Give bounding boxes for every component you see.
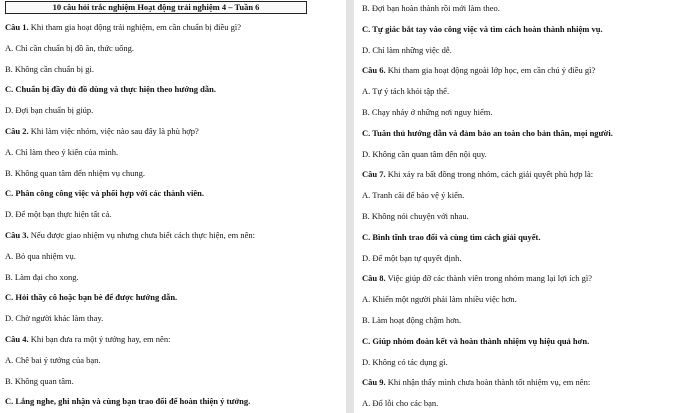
question-text: Nếu được giao nhiệm vụ nhưng chưa biết cách thực hiện, em nên: [28, 230, 256, 240]
answer-option: A. Chỉ làm theo ý kiến của mình. [5, 146, 119, 157]
question-line [362, 273, 696, 284]
answer-option-correct: C. Bình tĩnh trao đổi và cùng tìm cách giải quyết. [362, 231, 541, 242]
document-page-left [0, 0, 346, 413]
question-line [5, 334, 342, 345]
answer-option: A. Đổ lỗi cho các bạn. [362, 398, 439, 409]
answer-option-correct: C. Lắng nghe, ghi nhận và cùng bạn trao đổi để hoàn thiện ý tưởng. [5, 396, 251, 407]
question-text: Khi nhận thấy mình chưa hoàn thành tốt nhiệm vụ, em nên: [385, 377, 591, 388]
answer-option-correct: C. Tự giác bắt tay vào công việc và tìm cách hoàn thành nhiệm vụ. [362, 23, 603, 34]
answer-option: D. Chờ người khác làm thay. [5, 313, 104, 324]
question-line [362, 169, 696, 180]
answer-option: B. Không cần chuẩn bị gì. [5, 63, 94, 74]
question-text: Khi bạn đưa ra một ý tưởng hay, em nên: [28, 334, 171, 344]
answer-option: A. Tự ý tách khỏi tập thể. [362, 86, 450, 97]
question-number: Câu 3. [5, 230, 29, 240]
question-line [5, 230, 342, 241]
answer-option: D. Không có tác dụng gì. [362, 356, 448, 367]
question-line [5, 126, 342, 137]
answer-option: A. Khiến một người phải làm nhiều việc hơn. [362, 294, 517, 305]
answer-option: D. Để một bạn thực hiện tất cả. [5, 209, 112, 220]
question-number: Câu 2. [5, 126, 29, 136]
answer-option: A. Chê bai ý tưởng của bạn. [5, 354, 101, 365]
answer-option: B. Làm đại cho xong. [5, 271, 79, 282]
question-number: Câu 9. [362, 377, 386, 388]
answer-option-correct: C. Hỏi thầy cô hoặc bạn bè để được hướng dẫn. [5, 292, 178, 303]
answer-option-correct: C. Giúp nhóm đoàn kết và hoàn thành nhiệm vụ hiệu quả hơn. [362, 335, 590, 346]
question-number: Câu 7. [362, 169, 386, 180]
question-text: Khi tham gia hoạt động trải nghiệm, em cần chuẩn bị điều gì? [28, 22, 242, 32]
question-line [5, 22, 342, 33]
answer-option-correct: C. Chuẩn bị đầy đủ đồ dùng và thực hiện theo hướng dẫn. [5, 84, 216, 95]
answer-option-correct: C. Phân công công việc và phối hợp với các thành viên. [5, 188, 205, 199]
question-number: Câu 1. [5, 22, 29, 32]
answer-option: D. Chỉ làm những việc dễ. [362, 44, 452, 55]
document-page-right [354, 0, 700, 413]
answer-option: B. Không nói chuyện với nhau. [362, 211, 469, 221]
answer-option: D. Đợi bạn chuẩn bị giúp. [5, 105, 94, 116]
question-text: Khi làm việc nhóm, việc nào sau đây là phù hợp? [28, 126, 199, 136]
question-number: Câu 6. [362, 65, 386, 76]
answer-option: B. Làm hoạt động chậm hơn. [362, 315, 462, 325]
answer-option: A. Chỉ cần chuẩn bị đồ ăn, thức uống. [5, 42, 135, 53]
answer-option: D. Để một bạn tự quyết định. [362, 252, 462, 263]
answer-option: A. Bỏ qua nhiệm vụ. [5, 250, 76, 261]
answer-option: D. Không cần quan tâm đến nội quy. [362, 148, 487, 159]
question-line [362, 377, 696, 388]
answer-option: B. Không quan tâm. [5, 375, 74, 386]
answer-option-correct: C. Tuân thủ hướng dẫn và đảm bảo an toàn cho bản thân, mọi người. [362, 127, 613, 138]
question-text: Khi tham gia hoạt động ngoài lớp học, em cần chú ý điều gì? [385, 65, 596, 76]
answer-option: B. Đợi bạn hoàn thành rồi mới làm theo. [362, 3, 500, 13]
document-title: 10 câu hỏi trắc nghiệm Hoạt động trải nghiệm 4 – Tuần 6 [5, 1, 307, 14]
question-number: Câu 4. [5, 334, 29, 344]
answer-option: B. Chạy nhảy ở những nơi nguy hiểm. [362, 107, 493, 117]
answer-option: A. Tranh cãi để bảo vệ ý kiến. [362, 190, 465, 201]
question-line [362, 65, 696, 76]
question-text: Khi xảy ra bất đồng trong nhóm, cách giải quyết phù hợp là: [385, 169, 594, 180]
question-number: Câu 8. [362, 273, 386, 284]
answer-option: B. Không quan tâm đến nhiệm vụ chung. [5, 167, 145, 178]
question-text: Việc giúp đỡ các thành viên trong nhóm mang lại lợi ích gì? [385, 273, 592, 284]
